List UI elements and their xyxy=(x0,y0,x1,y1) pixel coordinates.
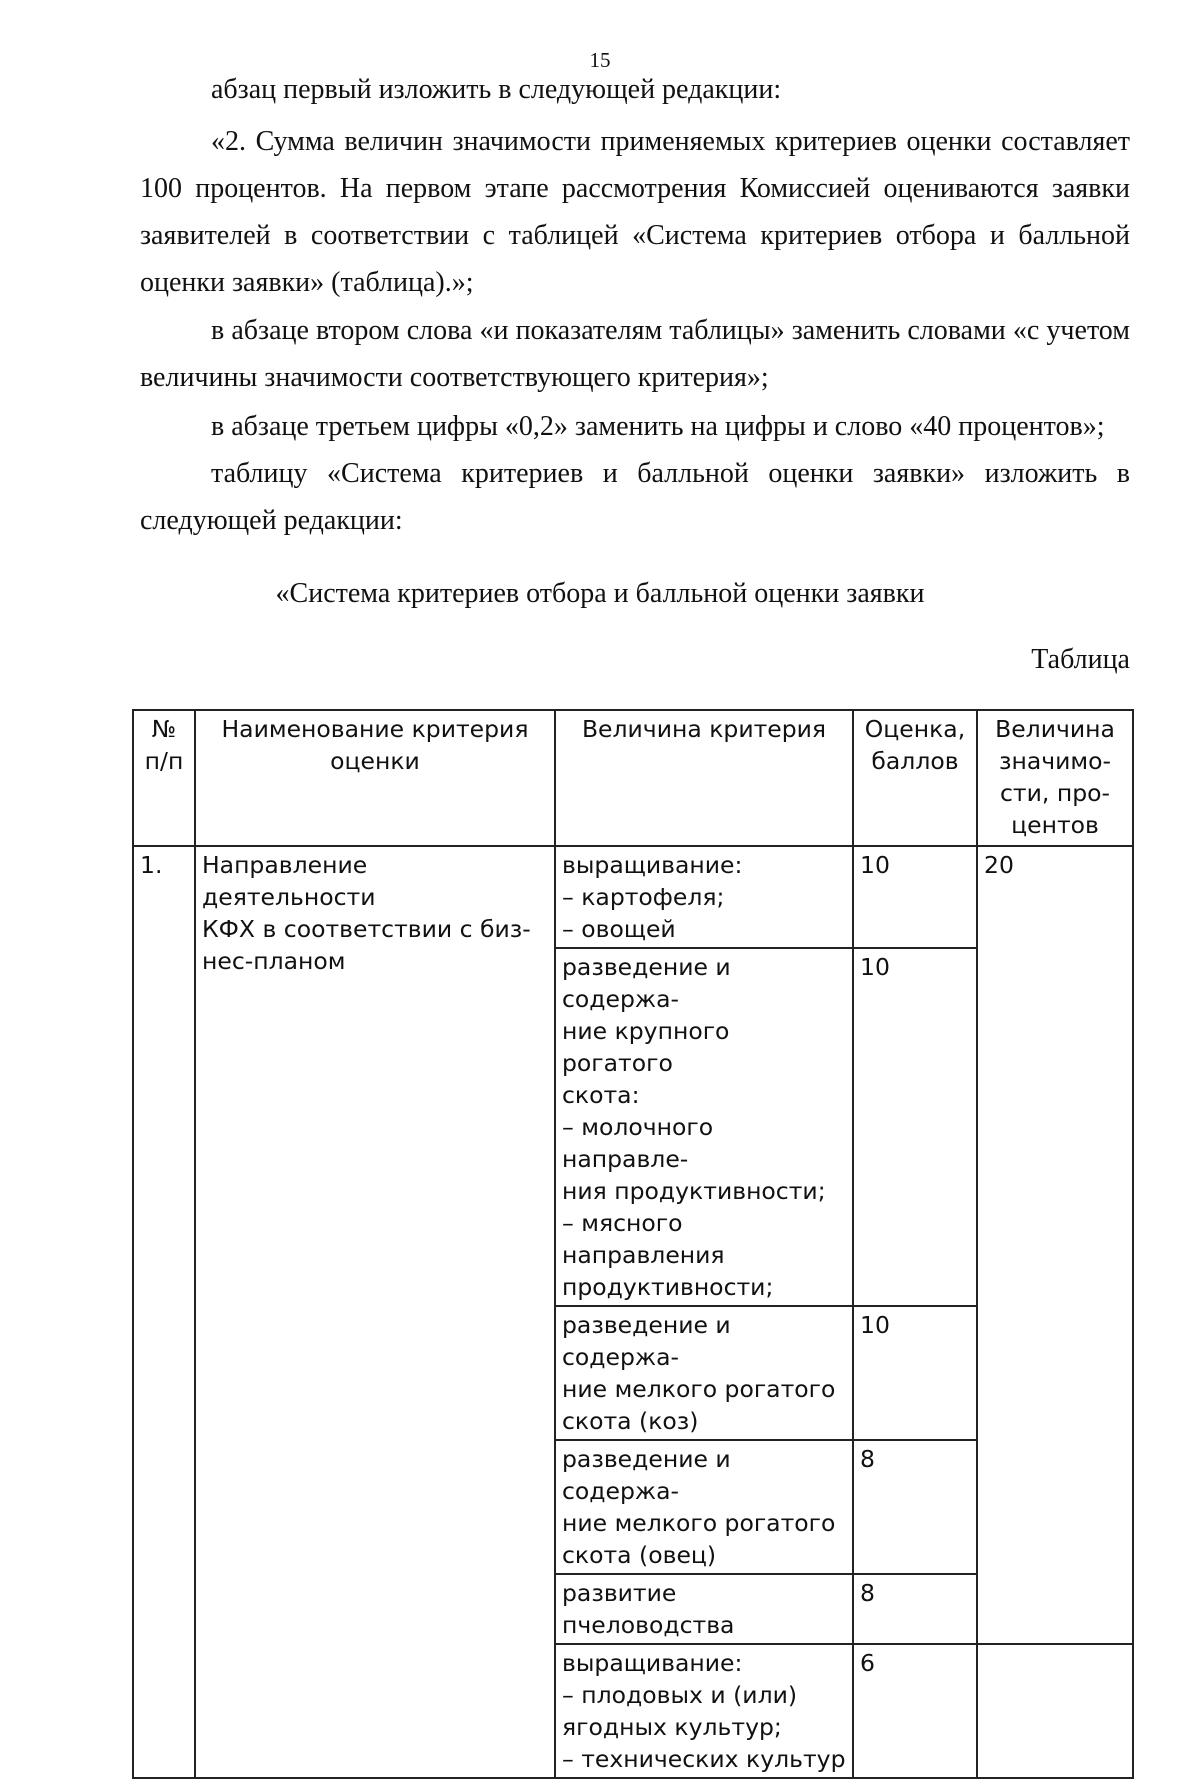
header-name xyxy=(195,710,555,846)
paragraph-3: в абзаце втором слова «и показателям таблицы» заменить словами «с учетом величины значимости соответствующего критерия»; xyxy=(140,315,1130,393)
cell-line: нес-планом xyxy=(202,947,346,975)
criterion-weight-empty xyxy=(977,1644,1133,1778)
criteria-table xyxy=(132,709,1134,1779)
cell-line: ние мелкого рогатого xyxy=(562,1375,836,1403)
cell-line: Направление деятельности xyxy=(202,851,376,911)
criterion-value xyxy=(555,1440,853,1574)
cell-line: – овощей xyxy=(562,915,676,943)
cell-line: Величина критерия xyxy=(581,715,827,743)
cell-line: баллов xyxy=(871,747,959,775)
cell-line: разведение и содержа- xyxy=(562,1311,731,1371)
cell-line: – технических культур xyxy=(562,1745,846,1773)
criterion-score: 10 xyxy=(853,1306,977,1440)
cell-line: разведение и содержа- xyxy=(562,953,731,1013)
criterion-name xyxy=(195,846,555,1778)
cell-line: ягодных культур; xyxy=(562,1713,782,1741)
cell-line: ния продуктивности; xyxy=(562,1177,826,1205)
criterion-score: 8 xyxy=(853,1574,977,1644)
header-score xyxy=(853,710,977,846)
criterion-value xyxy=(555,1574,853,1644)
cell-line: разведение и содержа- xyxy=(562,1445,731,1505)
header-weight xyxy=(977,710,1133,846)
cell-line: оценки xyxy=(330,747,420,775)
cell-line: Оценка, xyxy=(864,715,966,743)
criterion-value xyxy=(555,846,853,948)
cell-line: – плодовых и (или) xyxy=(562,1681,798,1709)
cell-line: – мясного направления xyxy=(562,1209,725,1269)
cell-line: – картофеля; xyxy=(562,883,725,911)
cell-line: развитие пчеловодства xyxy=(562,1579,735,1639)
criterion-value xyxy=(555,948,853,1306)
criterion-score: 8 xyxy=(853,1440,977,1574)
cell-line: ние крупного рогатого xyxy=(562,1017,730,1077)
table-header-row xyxy=(133,710,1133,846)
cell-line: Величина xyxy=(995,715,1115,743)
paragraph-1: абзац первый изложить в следующей редакции: xyxy=(211,74,782,105)
cell-line: скота: xyxy=(562,1081,640,1109)
cell-line: – молочного направле- xyxy=(562,1113,714,1173)
cell-line: КФХ в соответствии с биз- xyxy=(202,915,531,943)
criterion-score: 10 xyxy=(853,948,977,1306)
row-number: 1. xyxy=(133,846,195,1778)
cell-line: скота (коз) xyxy=(562,1407,699,1435)
paragraph-5: таблицу «Система критериев и балльной оценки заявки» изложить в следующей редакции: xyxy=(140,458,1130,536)
cell-line: продуктивности; xyxy=(562,1273,774,1301)
cell-line: центов xyxy=(1011,811,1099,839)
cell-line: выращивание: xyxy=(562,851,743,879)
criterion-value xyxy=(555,1306,853,1440)
paragraph-4: в абзаце третьем цифры «0,2» заменить на цифры и слово «40 процентов»; xyxy=(211,411,1105,442)
cell-line: Наименование критерия xyxy=(221,715,529,743)
table-label: Таблица xyxy=(1031,644,1130,675)
table-row xyxy=(133,846,1133,948)
criterion-value xyxy=(555,1644,853,1778)
criterion-score: 10 xyxy=(853,846,977,948)
header-num xyxy=(133,710,195,846)
criterion-weight: 20 xyxy=(977,846,1133,1644)
cell-line: выращивание: xyxy=(562,1649,743,1677)
criterion-score: 6 xyxy=(853,1644,977,1778)
cell-line: п/п xyxy=(144,747,184,775)
cell-line: сти, про- xyxy=(1000,779,1110,807)
header-value xyxy=(555,710,853,846)
cell-line: скота (овец) xyxy=(562,1541,717,1569)
paragraph-2: «2. Сумма величин значимости применяемых критериев оценки составляет 100 процентов. На первом этапе рассмотрения Комиссией оцениваются заявки заявителей в соответствии с таблицей «Система критериев отбора и балльной оценки заявки» (таблица).»; xyxy=(140,126,1130,298)
cell-line: значимо- xyxy=(998,747,1111,775)
cell-line: ние мелкого рогатого xyxy=(562,1509,836,1537)
cell-line: № xyxy=(151,715,177,743)
table-title: «Система критериев отбора и балльной оценки заявки xyxy=(275,578,925,609)
page-number: 15 xyxy=(589,48,611,72)
